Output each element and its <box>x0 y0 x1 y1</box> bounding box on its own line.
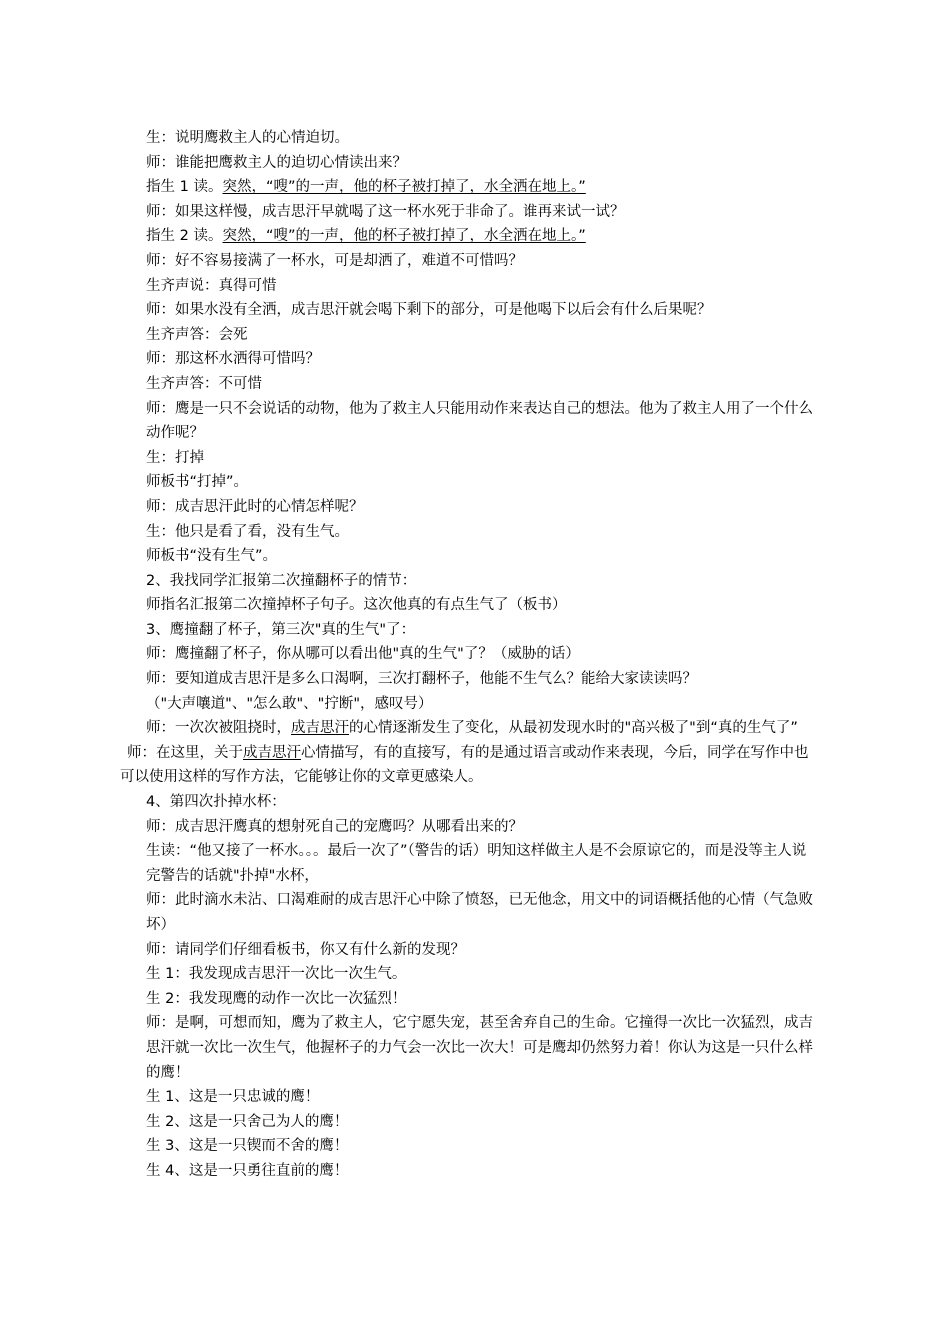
paragraph: 生：他只是看了看，没有生气。 <box>146 523 349 540</box>
paragraph <box>118 716 818 741</box>
paragraph: 生齐声说：真得可惜 <box>146 277 277 294</box>
text-run: 心情描写，有的直接写，有的是通过语言或动作来表现，今后，同学在写作中也可以使用这样的写作方法，它能够让你的文章更感染人。 <box>120 744 809 786</box>
reading-prefix: 指生 2 读。 <box>146 228 223 245</box>
paragraph: 师：鹰是一只不会说话的动物，他为了救主人只能用动作来表达自己的想法。他为了救主人用了一个什么动作呢？ <box>146 400 813 442</box>
paragraph: 生 1：我发现成吉思汗一次比一次生气。 <box>146 966 407 983</box>
paragraph: 生 2、这是一只舍己为人的鹰！ <box>146 1113 349 1130</box>
paragraph: 师：那这杯水洒得可惜吗？ <box>146 351 320 368</box>
paragraph: 生齐声答：不可惜 <box>146 375 262 392</box>
paragraph: 师：请同学们仔细看板书，你又有什么新的发现？ <box>146 941 465 958</box>
paragraph: 师：好不容易接满了一杯水，可是却洒了，难道不可惜吗？ <box>146 252 523 269</box>
paragraph: 生 4、这是一只勇往直前的鹰！ <box>146 1162 349 1179</box>
paragraph: 师：成吉思汗此时的心情怎样呢？ <box>146 498 364 515</box>
underlined-name: 成吉思汗 <box>243 744 301 761</box>
paragraph: 师：是啊，可想而知，鹰为了救主人，它宁愿失宠，甚至舍弃自己的生命。它撞得一次比一次猛烈，成吉思汗就一次比一次生气，他握杯子的力气会一次比一次大！可是鹰却仍然努力着！你认为这是一只什么样的鹰！ <box>146 1015 813 1081</box>
paragraph <box>118 175 818 200</box>
paragraph: 生齐声答：会死 <box>146 326 248 343</box>
paragraph: 师：成吉思汗鹰真的想射死自己的宠鹰吗？从哪看出来的？ <box>146 818 523 835</box>
paragraph: 师板书“打掉”。 <box>146 474 249 491</box>
underlined-quote: 突然，“嗖”的一声，他的杯子被打掉了，水全洒在地上。” <box>222 228 586 245</box>
paragraph: 生读：“他又接了一杯水。。。最后一次了”（警告的话）明知这样做主人是不会原谅它的，而是没等主人说完警告的话就"扑掉"水杯， <box>146 843 807 884</box>
paragraph: 生 1、这是一只忠诚的鹰！ <box>146 1089 320 1106</box>
underlined-name: 成吉思汗 <box>291 720 349 737</box>
paragraph: 师：如果这样慢，成吉思汗早就喝了这一杯水死于非命了。谁再来试一试？ <box>146 203 625 220</box>
paragraph: 师：要知道成吉思汗是多么口渴啊，三次打翻杯子，他能不生气么？能给大家读读吗？ <box>146 671 697 688</box>
paragraph: （"大声嚷道"、"怎么敢"、"拧断"，感叹号） <box>146 695 433 712</box>
paragraph: 师板书“没有生气”。 <box>146 548 278 565</box>
underlined-quote: 突然，“嗖”的一声，他的杯子被打掉了，水全洒在地上。” <box>222 179 586 196</box>
paragraph: 师：鹰撞翻了杯子，你从哪可以看出他"真的生气"了？（威胁的话） <box>146 646 580 663</box>
paragraph: 师：谁能把鹰救主人的迫切心情读出来？ <box>146 154 407 171</box>
text-run: 的心情逐渐发生了变化，从最初发现水时的"高兴极了"到“真的生气了” <box>349 720 798 737</box>
text-run: 师：在这里，关于 <box>127 744 243 761</box>
paragraph: 生 2：我发现鹰的动作一次比一次猛烈！ <box>146 990 407 1007</box>
paragraph: 师：如果水没有全洒，成吉思汗就会喝下剩下的部分，可是他喝下以后会有什么后果呢？ <box>146 302 712 319</box>
paragraph <box>118 224 818 249</box>
paragraph: 生：说明鹰救主人的心情迫切。 <box>146 130 349 146</box>
text-run: 师：一次次被阻挠时， <box>146 720 291 737</box>
paragraph: 生 3、这是一只锲而不舍的鹰！ <box>146 1138 349 1155</box>
paragraph: 师：此时滴水未沾、口渴难耐的成吉思汗心中除了愤怒，已无他念，用文中的词语概括他的心情（气急败坏） <box>146 892 813 933</box>
paragraph <box>118 741 818 790</box>
section-heading: 4、第四次扑掉水杯： <box>146 794 286 811</box>
paragraph: 师指名汇报第二次撞掉杯子句子。这次他真的有点生气了（板书） <box>146 597 567 614</box>
lesson-transcript <box>118 126 818 1184</box>
reading-prefix: 指生 1 读。 <box>146 179 223 196</box>
section-heading: 3、鹰撞翻了杯子，第三次"真的生气"了： <box>146 621 416 638</box>
paragraph: 生：打掉 <box>146 449 204 466</box>
section-heading: 2、我找同学汇报第二次撞翻杯子的情节： <box>146 572 417 589</box>
